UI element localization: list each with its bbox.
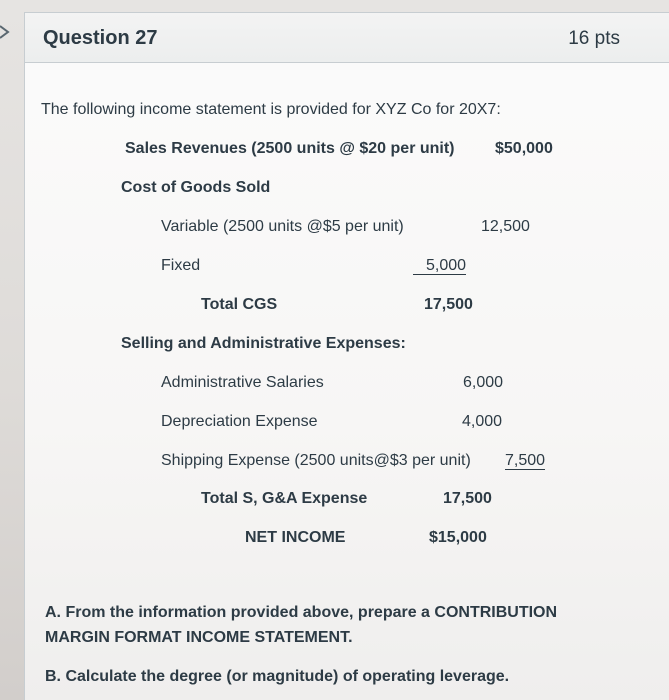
shipping-label: Shipping Expense (2500 units@$3 per unit) [161,452,471,469]
sales-value: $50,000 [495,140,553,157]
variable-value: 12,500 [481,218,530,235]
question-title: Question 27 [43,27,158,49]
shipping-value: 7,500 [505,452,546,469]
cogs-heading: Cost of Goods Sold [121,179,271,196]
question-header [25,13,669,63]
question-points: 16 pts [568,28,620,49]
total-cgs-value: 17,500 [424,296,473,313]
question-card [24,12,669,700]
intro-text: The following income statement is provided for XYZ Co for 20X7: [41,101,501,118]
sales-label: Sales Revenues (2500 units @ $20 per unit) [125,140,455,157]
fixed-value: 5,000 [413,257,466,275]
total-cgs-label: Total CGS [201,296,278,313]
instruction-a-line1: A. From the information provided above, prepare a CONTRIBUTION [45,604,558,621]
variable-label: Variable (2500 units @$5 per unit) [161,218,404,235]
total-sga-value: 17,500 [443,490,492,507]
sga-heading: Selling and Administrative Expenses: [121,335,406,352]
depreciation-label: Depreciation Expense [161,413,318,430]
net-income-label: NET INCOME [245,529,346,546]
admin-salaries-value: 6,000 [463,374,504,391]
admin-salaries-label: Administrative Salaries [161,374,324,391]
total-sga-label: Total S, G&A Expense [201,490,368,507]
net-income-value: $15,000 [429,529,487,546]
chevron-right-icon[interactable] [0,24,20,40]
instruction-b: B. Calculate the degree (or magnitude) of operating leverage. [45,668,510,685]
instruction-a-line2: MARGIN FORMAT INCOME STATEMENT. [45,629,353,646]
fixed-label: Fixed [161,257,201,274]
depreciation-value: 4,000 [462,413,503,430]
